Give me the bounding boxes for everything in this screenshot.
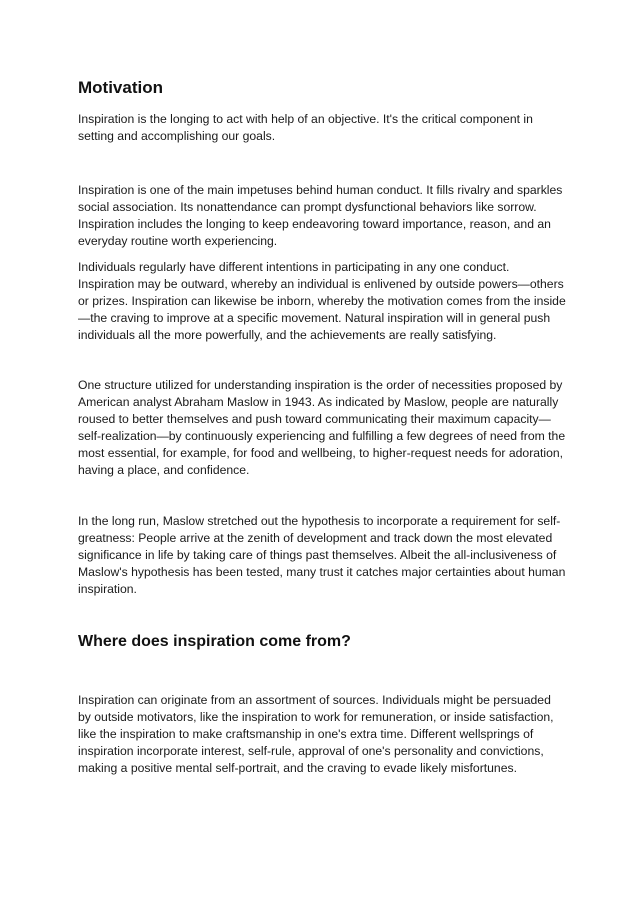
paragraph-human-conduct: Inspiration is one of the main impetuses behind human conduct. It fills rivalry and sparkles social association. Its nonattendance can prompt dysfunctional behaviors like sorrow. Inspiration includes the longing to keep endeavoring toward importance, reason, and an everyday routine worth experiencing. bbox=[78, 183, 563, 248]
paragraph-sources: Inspiration can originate from an assortment of sources. Individuals might be persuaded by outside motivators, like the inspiration to work for remuneration, or inside satisfaction, like the inspiration to make craftsmanship in one's extra time. Different wellsprings of inspiration incorporate interest, self-rule, approval of one's personality and convictions, making a positive mental self-portrait, and the craving to evade likely misfortunes. bbox=[78, 693, 554, 775]
page-title: Motivation bbox=[78, 78, 163, 97]
paragraph-self-greatness: In the long run, Maslow stretched out the hypothesis to incorporate a requirement for self-greatness: People arrive at the zenith of development and track down the most elevated significance in life by taking care of things past themselves. Albeit the all-inclusiveness of Maslow's hypothesis has been tested, many trust it catches major certainties about human inspiration. bbox=[78, 514, 566, 596]
paragraph-intentions: Individuals regularly have different intentions in participating in any one conduct. Inspiration may be outward, whereby an individual is enlivened by outside powers—others or prizes. Inspiration can likewise be inborn, whereby the motivation comes from the inside—the craving to improve at a specific movement. Natural inspiration will in general push individuals all the more powerfully, and the achievements are really satisfying. bbox=[78, 260, 566, 342]
paragraph-maslow-hierarchy: One structure utilized for understanding inspiration is the order of necessities proposed by American analyst Abraham Maslow in 1943. As indicated by Maslow, people are naturally roused to better themselves and push toward communicating their maximum capacity—self-realization—by continuously experiencing and fulfilling a few degrees of need from the most essential, for example, for food and wellbeing, to higher-request needs for adoration, having a place, and confidence. bbox=[78, 378, 566, 477]
paragraph-intro: Inspiration is the longing to act with help of an objective. It's the critical component in setting and accomplishing our goals. bbox=[78, 112, 533, 143]
section-heading: Where does inspiration come from? bbox=[78, 633, 351, 650]
